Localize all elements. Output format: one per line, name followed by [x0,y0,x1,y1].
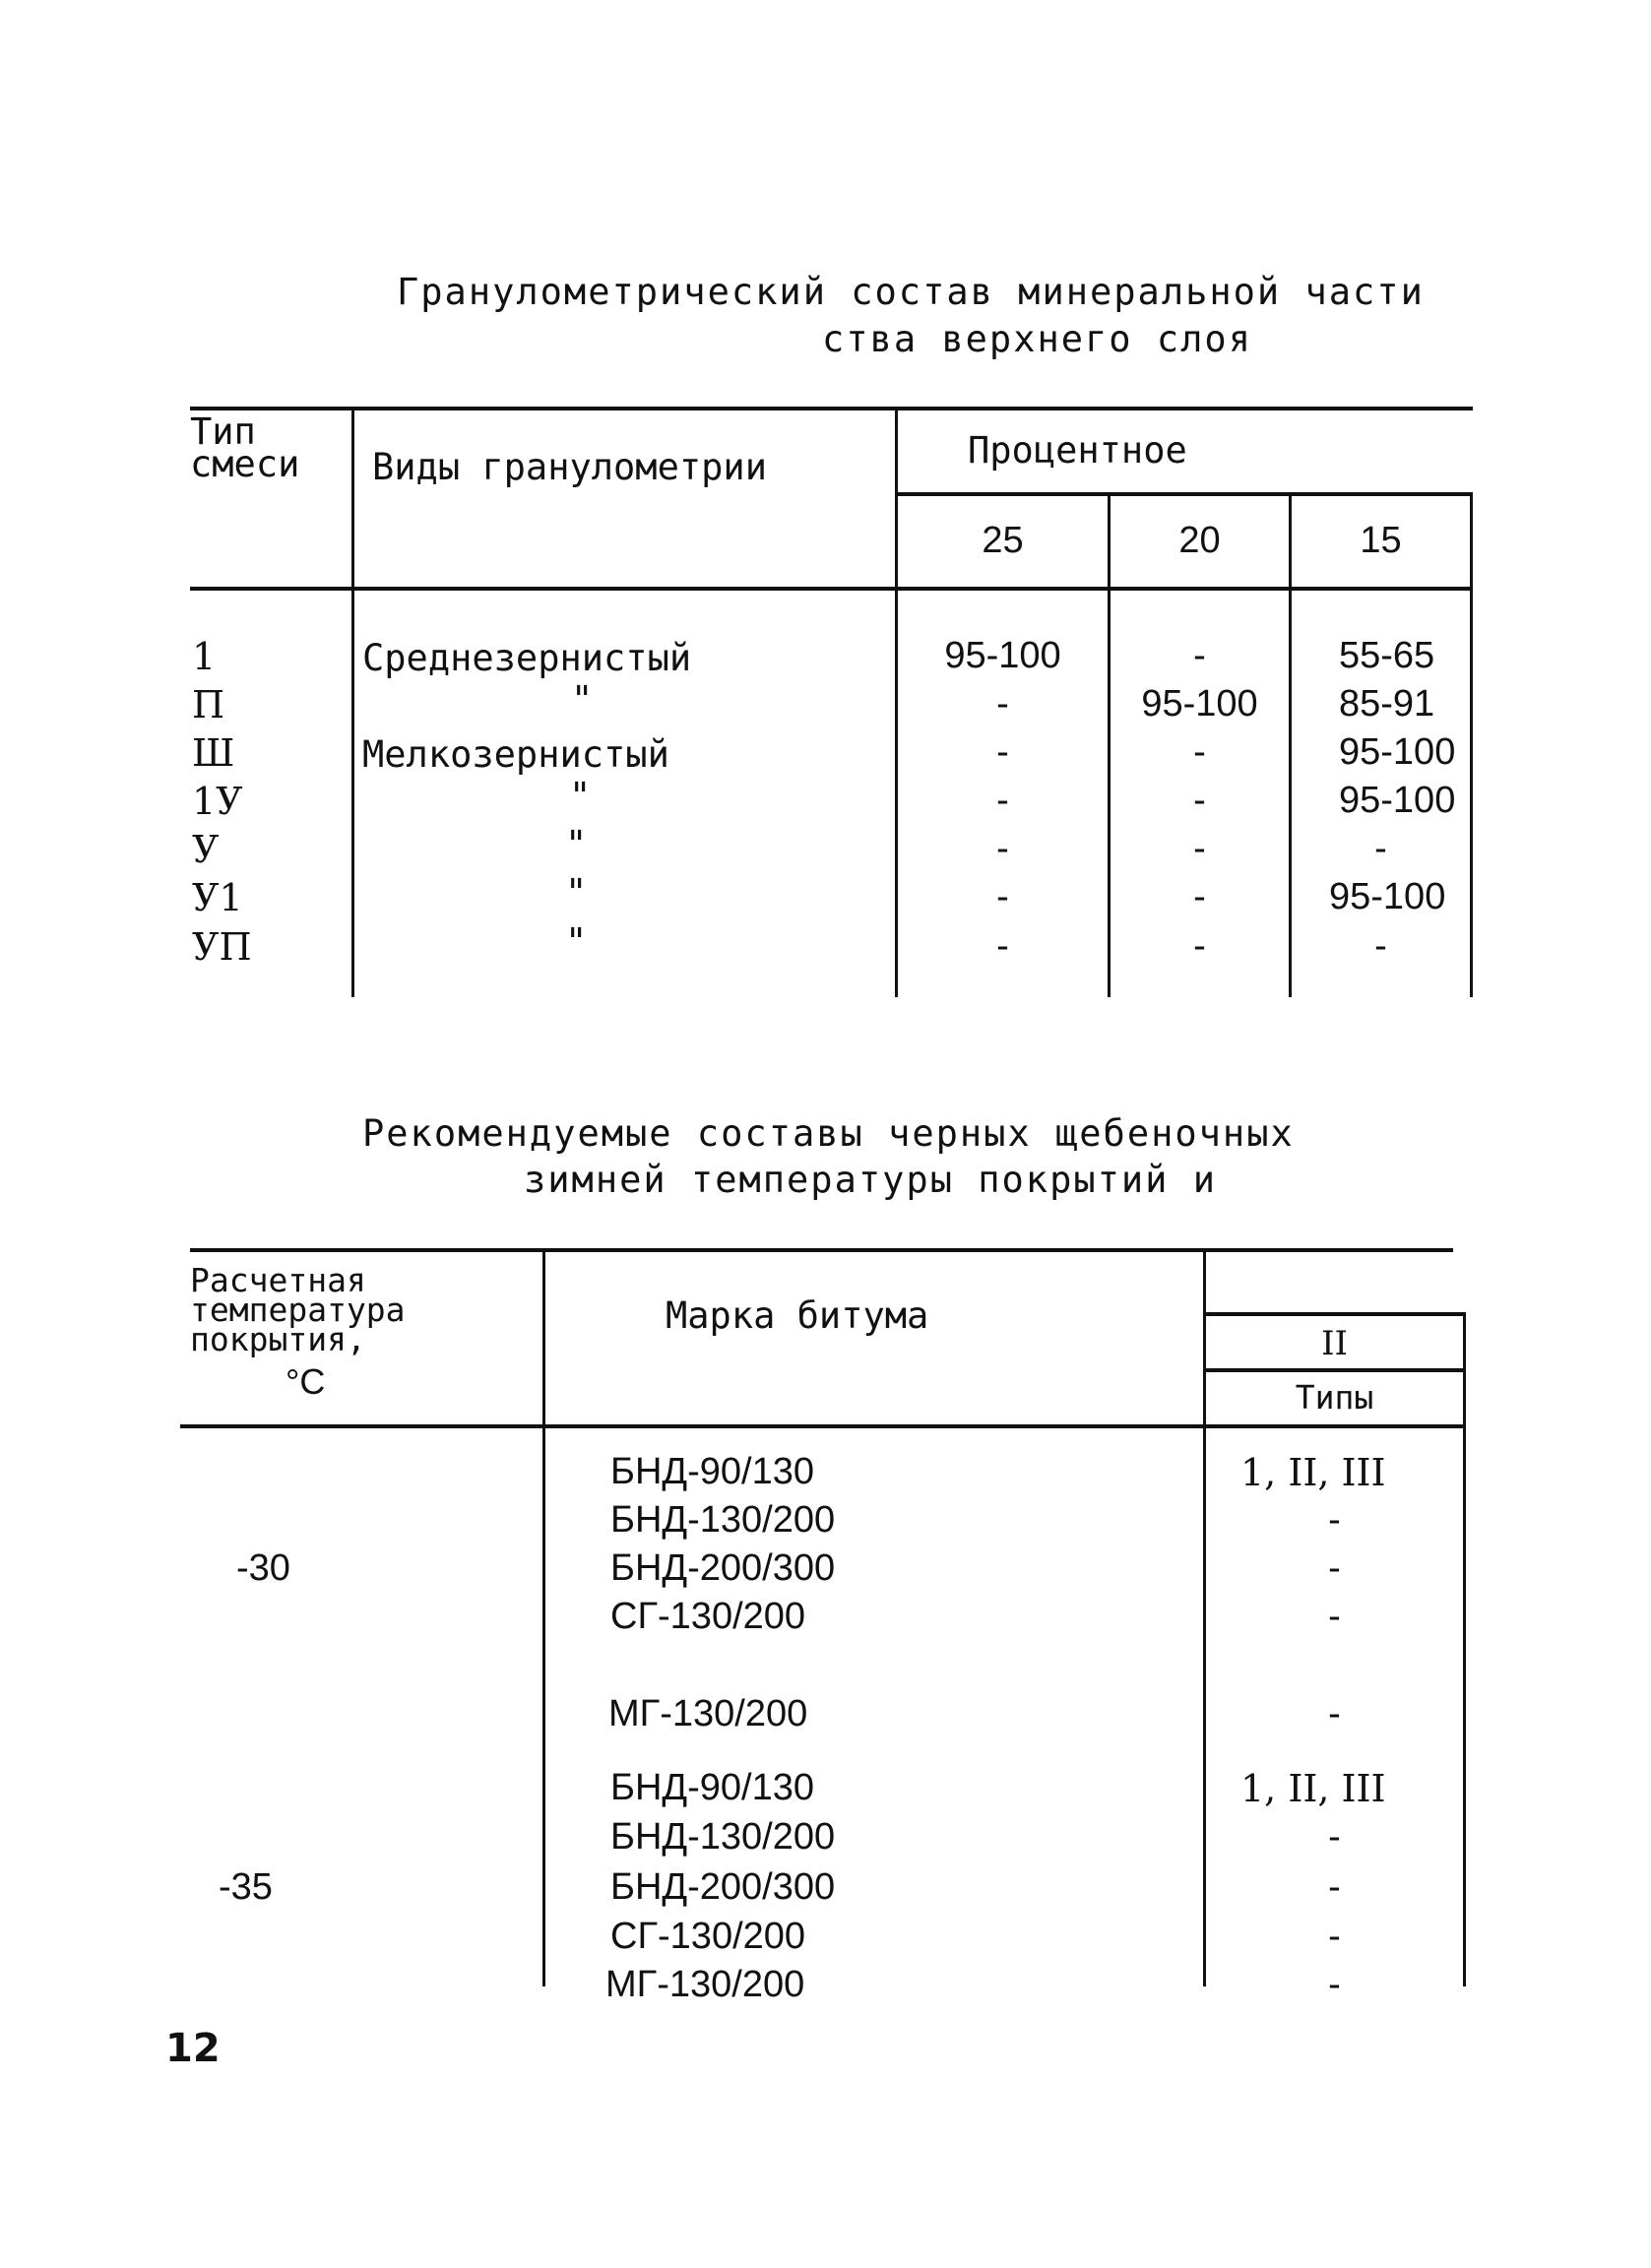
row-c20: - [1193,828,1206,869]
row-c25: - [996,683,1009,724]
row-brand: БНД-200/300 [610,1866,836,1908]
row-brand: БНД-130/200 [610,1816,836,1858]
row-c25: - [996,731,1009,773]
row-types: - [1328,1964,1341,2005]
row-c15: 95-100 [1329,876,1446,917]
row-type: П [192,683,225,726]
table1-header-percent: Процентное [968,429,1187,472]
row-kind: " [565,823,588,865]
row-types: - [1328,1596,1341,1637]
page-number: 12 [165,2026,221,2071]
row-c15: - [1374,828,1387,869]
row-c25: - [996,925,1009,967]
table2-header-temp-unit: °С [286,1361,326,1402]
table1-title-line2: ства верхнего слоя [822,318,1252,360]
row-types: 1, II, III [1240,1767,1386,1810]
table2-header-roman: II [1321,1324,1348,1363]
row-type: У1 [192,876,243,919]
row-c20: - [1193,925,1206,967]
row-brand: МГ-130/200 [608,1693,808,1734]
row-c25: 95-100 [944,635,1061,676]
row-c25: - [996,828,1009,869]
row-types: 1, II, III [1240,1451,1386,1494]
row-c20: 95-100 [1141,683,1258,724]
row-type: 1У [192,780,243,823]
table2-header-temp-2: температура [190,1291,406,1329]
row-types: - [1328,1547,1341,1589]
row-brand: СГ-130/200 [610,1916,806,1957]
row-c15: 95-100 [1339,731,1456,773]
row-brand: МГ-130/200 [605,1964,805,2005]
row-kind: " [569,775,592,817]
row-brand: БНД-90/130 [610,1451,814,1492]
row-c25: - [996,780,1009,821]
row-brand: СГ-130/200 [610,1596,806,1637]
row-kind: " [565,871,588,914]
row-brand: БНД-130/200 [610,1499,836,1541]
row-kind: " [565,920,588,963]
row-c15: - [1374,925,1387,967]
row-type: Ш [192,731,235,775]
table2-header-temp-1: Расчетная [190,1261,366,1299]
row-types: - [1328,1916,1341,1957]
row-type: У [192,828,220,871]
row-type: 1 [192,635,217,678]
table2-header-types: Типы [1295,1378,1374,1417]
table2-header-brand: Марка битума [666,1294,929,1337]
row-c15: 95-100 [1339,780,1456,821]
row-c15: 85-91 [1339,683,1435,724]
row-brand: БНД-200/300 [610,1547,836,1589]
row-c20: - [1193,731,1206,773]
row-kind: " [571,678,594,721]
table1-header-type: Тип смеси [190,410,300,485]
table1-title-line1: Гранулометрический состав минеральной части [397,271,1425,313]
row-types: - [1328,1816,1341,1858]
temp-group-value: -35 [219,1866,273,1908]
row-type: УП [192,925,252,969]
table1-header-25: 25 [982,520,1024,561]
row-c20: - [1193,635,1206,676]
row-types: - [1328,1866,1341,1908]
table2-title-line1: Рекомендуемые составы черных щебеночных [362,1112,1295,1155]
row-kind: Мелкозернистый [362,733,669,776]
table1-header-20: 20 [1178,520,1221,561]
row-c25: - [996,876,1009,917]
table1-header-15: 15 [1360,520,1402,561]
row-brand: БНД-90/130 [610,1767,814,1808]
table2-header-temp-3: покрытия, [190,1320,366,1358]
row-types: - [1328,1499,1341,1541]
row-c20: - [1193,876,1206,917]
row-types: - [1328,1693,1341,1734]
row-c15: 55-65 [1339,635,1435,676]
temp-group-value: -30 [236,1547,290,1589]
row-kind: Среднезернистый [362,637,692,679]
row-c20: - [1193,780,1206,821]
table2-title-line2: зимней температуры покрытий и [524,1159,1218,1201]
table1-header-kind: Виды гранулометрии [372,446,767,488]
